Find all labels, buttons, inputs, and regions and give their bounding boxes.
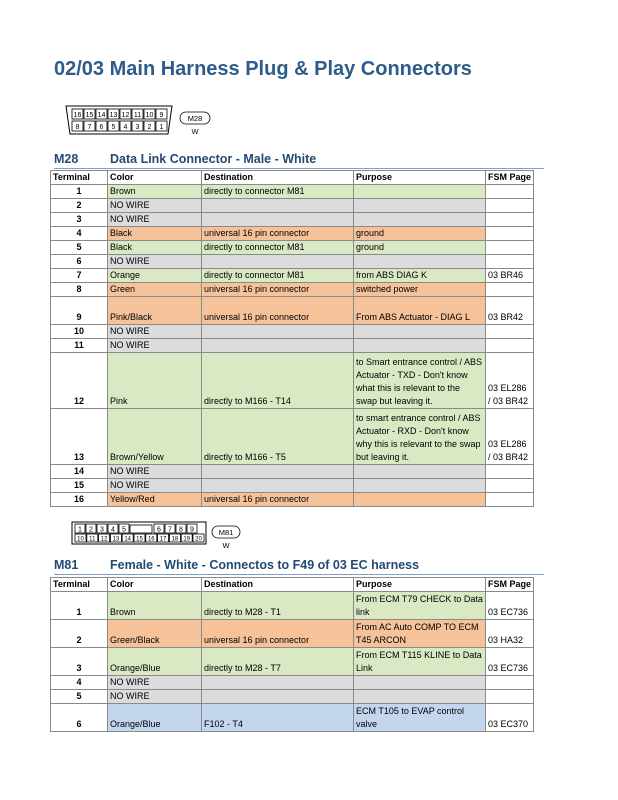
color-cell: Black xyxy=(108,227,202,241)
purpose-cell xyxy=(354,493,486,507)
purpose-cell: from ABS DIAG K xyxy=(354,269,486,283)
terminal-cell: 1 xyxy=(51,185,108,199)
terminal-cell: 15 xyxy=(51,479,108,493)
pin-number: 3 xyxy=(135,124,140,131)
purpose-cell xyxy=(354,185,486,199)
connector-color-code: W xyxy=(222,541,230,550)
purpose-cell: From ABS Actuator - DIAG L xyxy=(354,297,486,325)
destination-cell: directly to M28 - T1 xyxy=(202,592,354,620)
destination-cell: universal 16 pin connector xyxy=(202,297,354,325)
destination-cell: universal 16 pin connector xyxy=(202,620,354,648)
terminal-cell: 7 xyxy=(51,269,108,283)
fsm-page-cell: 03 EL286 / 03 BR42 xyxy=(486,409,534,465)
color-cell: NO WIRE xyxy=(108,479,202,493)
destination-cell xyxy=(202,199,354,213)
destination-cell xyxy=(202,690,354,704)
purpose-cell: to smart entrance control / ABS Actuator - RXD - Don't know why this is relevant to the swap but leaving it. xyxy=(354,409,486,465)
m28-section-heading xyxy=(54,152,316,166)
pin-number: 11 xyxy=(133,112,142,119)
m81-section-title: Female - White - Connectos to F49 of 03 EC harness xyxy=(110,558,420,572)
color-cell: Orange xyxy=(108,269,202,283)
pin-number: 14 xyxy=(124,536,132,543)
terminal-cell: 8 xyxy=(51,283,108,297)
color-cell: Orange/Blue xyxy=(108,648,202,676)
color-cell: Pink xyxy=(108,353,202,409)
pin-number: 14 xyxy=(97,112,106,119)
m81-section-rule xyxy=(54,574,544,575)
color-cell: NO WIRE xyxy=(108,465,202,479)
fsm-page-cell: 03 EC736 xyxy=(486,592,534,620)
color-cell: Black xyxy=(108,241,202,255)
connector-color-code: W xyxy=(191,127,199,136)
table-row xyxy=(51,241,534,255)
m81-connector-diagram xyxy=(70,520,250,550)
fsm-page-cell xyxy=(486,283,534,297)
color-cell: NO WIRE xyxy=(108,255,202,269)
table-row xyxy=(51,325,534,339)
pin-number: 4 xyxy=(123,124,128,131)
connector-tag-label: M81 xyxy=(218,528,234,537)
pin-number: 4 xyxy=(111,526,115,534)
destination-cell: directly to M166 - T5 xyxy=(202,409,354,465)
pin-number: 11 xyxy=(89,536,96,543)
purpose-cell xyxy=(354,676,486,690)
fsm-page-cell xyxy=(486,227,534,241)
table-row xyxy=(51,213,534,227)
table-row xyxy=(51,269,534,283)
terminal-cell: 6 xyxy=(51,704,108,732)
pin-number: 9 xyxy=(190,526,194,534)
table-row xyxy=(51,255,534,269)
color-cell: Green xyxy=(108,283,202,297)
pin-number: 12 xyxy=(121,112,130,119)
purpose-cell: From ECM T79 CHECK to Data link xyxy=(354,592,486,620)
purpose-cell: to Smart entrance control / ABS Actuator - TXD - Don't know what this is relevant to the swap but leaving it. xyxy=(354,353,486,409)
color-cell: Yellow/Red xyxy=(108,493,202,507)
destination-cell xyxy=(202,255,354,269)
terminal-cell: 3 xyxy=(51,213,108,227)
table-row xyxy=(51,227,534,241)
pin-number: 10 xyxy=(145,112,154,119)
terminal-cell: 14 xyxy=(51,465,108,479)
m28-section-rule xyxy=(54,168,544,169)
destination-cell: directly to connector M81 xyxy=(202,241,354,255)
table-row xyxy=(51,648,534,676)
table-row xyxy=(51,297,534,325)
table-row xyxy=(51,185,534,199)
purpose-cell xyxy=(354,213,486,227)
fsm-page-cell: 03 BR42 xyxy=(486,297,534,325)
table-header-row xyxy=(51,578,534,592)
column-header: Destination xyxy=(202,578,354,592)
fsm-page-cell xyxy=(486,185,534,199)
destination-cell: universal 16 pin connector xyxy=(202,227,354,241)
color-cell: NO WIRE xyxy=(108,199,202,213)
color-cell: Brown xyxy=(108,185,202,199)
fsm-page-cell: 03 EC370 xyxy=(486,704,534,732)
fsm-page-cell xyxy=(486,213,534,227)
table-row xyxy=(51,592,534,620)
pin-number: 7 xyxy=(168,526,172,534)
purpose-cell xyxy=(354,339,486,353)
column-header: Terminal xyxy=(51,171,108,185)
color-cell: NO WIRE xyxy=(108,690,202,704)
purpose-cell: ground xyxy=(354,227,486,241)
connector-key xyxy=(130,525,152,533)
destination-cell xyxy=(202,213,354,227)
fsm-page-cell: 03 BR46 xyxy=(486,269,534,283)
fsm-page-cell xyxy=(486,255,534,269)
purpose-cell: ground xyxy=(354,241,486,255)
fsm-page-cell: 03 EL286 / 03 BR42 xyxy=(486,353,534,409)
fsm-page-cell xyxy=(486,465,534,479)
table-row xyxy=(51,690,534,704)
table-row xyxy=(51,465,534,479)
fsm-page-cell xyxy=(486,339,534,353)
pin-number: 15 xyxy=(136,536,143,543)
column-header: FSM Page xyxy=(486,578,534,592)
terminal-cell: 2 xyxy=(51,199,108,213)
column-header: Purpose xyxy=(354,578,486,592)
column-header: Terminal xyxy=(51,578,108,592)
color-cell: NO WIRE xyxy=(108,325,202,339)
fsm-page-cell xyxy=(486,241,534,255)
pin-number: 7 xyxy=(87,124,92,131)
pin-number: 2 xyxy=(147,124,152,131)
destination-cell: directly to connector M81 xyxy=(202,185,354,199)
terminal-cell: 6 xyxy=(51,255,108,269)
pin-number: 3 xyxy=(100,526,104,534)
table-row xyxy=(51,493,534,507)
purpose-cell: switched power xyxy=(354,283,486,297)
pin-number: 6 xyxy=(157,526,161,534)
pin-number: 1 xyxy=(78,526,82,534)
column-header: Color xyxy=(108,171,202,185)
pin-number: 12 xyxy=(100,536,108,543)
purpose-cell: From ECM T115 KLINE to Data Link xyxy=(354,648,486,676)
color-cell: NO WIRE xyxy=(108,339,202,353)
destination-cell xyxy=(202,339,354,353)
pin-number: 13 xyxy=(112,536,120,543)
terminal-cell: 5 xyxy=(51,690,108,704)
column-header: Destination xyxy=(202,171,354,185)
column-header: Purpose xyxy=(354,171,486,185)
purpose-cell xyxy=(354,479,486,493)
pin-number: 16 xyxy=(73,112,82,119)
purpose-cell xyxy=(354,325,486,339)
table-row xyxy=(51,339,534,353)
pin-number: 6 xyxy=(99,124,104,131)
pin-number: 8 xyxy=(179,526,183,534)
destination-cell: directly to M166 - T14 xyxy=(202,353,354,409)
purpose-cell: From AC Auto COMP TO ECM T45 ARCON xyxy=(354,620,486,648)
m28-connector-diagram xyxy=(60,104,220,138)
table-header-row xyxy=(51,171,534,185)
terminal-cell: 2 xyxy=(51,620,108,648)
terminal-cell: 4 xyxy=(51,227,108,241)
destination-cell xyxy=(202,325,354,339)
pin-number: 9 xyxy=(159,112,164,119)
m81-section-code: M81 xyxy=(54,558,79,572)
destination-cell: universal 16 pin connector xyxy=(202,283,354,297)
destination-cell xyxy=(202,676,354,690)
terminal-cell: 3 xyxy=(51,648,108,676)
terminal-cell: 9 xyxy=(51,297,108,325)
pin-number: 1 xyxy=(159,124,164,131)
color-cell: Orange/Blue xyxy=(108,704,202,732)
destination-cell xyxy=(202,465,354,479)
purpose-cell xyxy=(354,199,486,213)
purpose-cell xyxy=(354,690,486,704)
pin-number: 15 xyxy=(85,112,94,119)
table-row xyxy=(51,479,534,493)
pin-number: 18 xyxy=(171,536,179,543)
destination-cell: directly to connector M81 xyxy=(202,269,354,283)
color-cell: Green/Black xyxy=(108,620,202,648)
page-title: 02/03 Main Harness Plug & Play Connectors xyxy=(54,58,472,80)
pin-number: 10 xyxy=(77,536,84,543)
m81-terminal-table xyxy=(50,577,534,732)
pin-number: 2 xyxy=(89,526,93,534)
terminal-cell: 10 xyxy=(51,325,108,339)
fsm-page-cell xyxy=(486,479,534,493)
table-row xyxy=(51,676,534,690)
table-row xyxy=(51,353,534,409)
fsm-page-cell: 03 HA32 xyxy=(486,620,534,648)
terminal-cell: 12 xyxy=(51,353,108,409)
m28-section-title: Data Link Connector - Male - White xyxy=(110,152,317,166)
pin-number: 13 xyxy=(109,112,118,119)
terminal-cell: 13 xyxy=(51,409,108,465)
destination-cell xyxy=(202,479,354,493)
color-cell: Pink/Black xyxy=(108,297,202,325)
table-row xyxy=(51,704,534,732)
table-row xyxy=(51,620,534,648)
terminal-cell: 11 xyxy=(51,339,108,353)
terminal-cell: 4 xyxy=(51,676,108,690)
fsm-page-cell xyxy=(486,199,534,213)
color-cell: NO WIRE xyxy=(108,676,202,690)
color-cell: Brown/Yellow xyxy=(108,409,202,465)
m28-section-code: M28 xyxy=(54,152,79,166)
destination-cell: F102 - T4 xyxy=(202,704,354,732)
terminal-cell: 5 xyxy=(51,241,108,255)
purpose-cell xyxy=(354,255,486,269)
table-row xyxy=(51,283,534,297)
purpose-cell: ECM T105 to EVAP control valve xyxy=(354,704,486,732)
fsm-page-cell xyxy=(486,676,534,690)
pin-number: 20 xyxy=(195,536,202,543)
destination-cell: universal 16 pin connector xyxy=(202,493,354,507)
column-header: FSM Page xyxy=(486,171,534,185)
color-cell: NO WIRE xyxy=(108,213,202,227)
destination-cell: directly to M28 - T7 xyxy=(202,648,354,676)
terminal-cell: 1 xyxy=(51,592,108,620)
table-row xyxy=(51,409,534,465)
pin-number: 8 xyxy=(75,124,80,131)
pin-number: 16 xyxy=(147,536,155,543)
color-cell: Brown xyxy=(108,592,202,620)
column-header: Color xyxy=(108,578,202,592)
terminal-cell: 16 xyxy=(51,493,108,507)
connector-tag-label: M28 xyxy=(187,114,203,123)
pin-number: 17 xyxy=(159,536,167,543)
pin-number: 5 xyxy=(122,526,126,534)
pin-number: 5 xyxy=(111,124,116,131)
table-row xyxy=(51,199,534,213)
m28-terminal-table xyxy=(50,170,534,507)
pin-number: 19 xyxy=(183,536,191,543)
m81-section-heading xyxy=(54,558,419,572)
fsm-page-cell: 03 EC736 xyxy=(486,648,534,676)
fsm-page-cell xyxy=(486,690,534,704)
fsm-page-cell xyxy=(486,325,534,339)
purpose-cell xyxy=(354,465,486,479)
fsm-page-cell xyxy=(486,493,534,507)
